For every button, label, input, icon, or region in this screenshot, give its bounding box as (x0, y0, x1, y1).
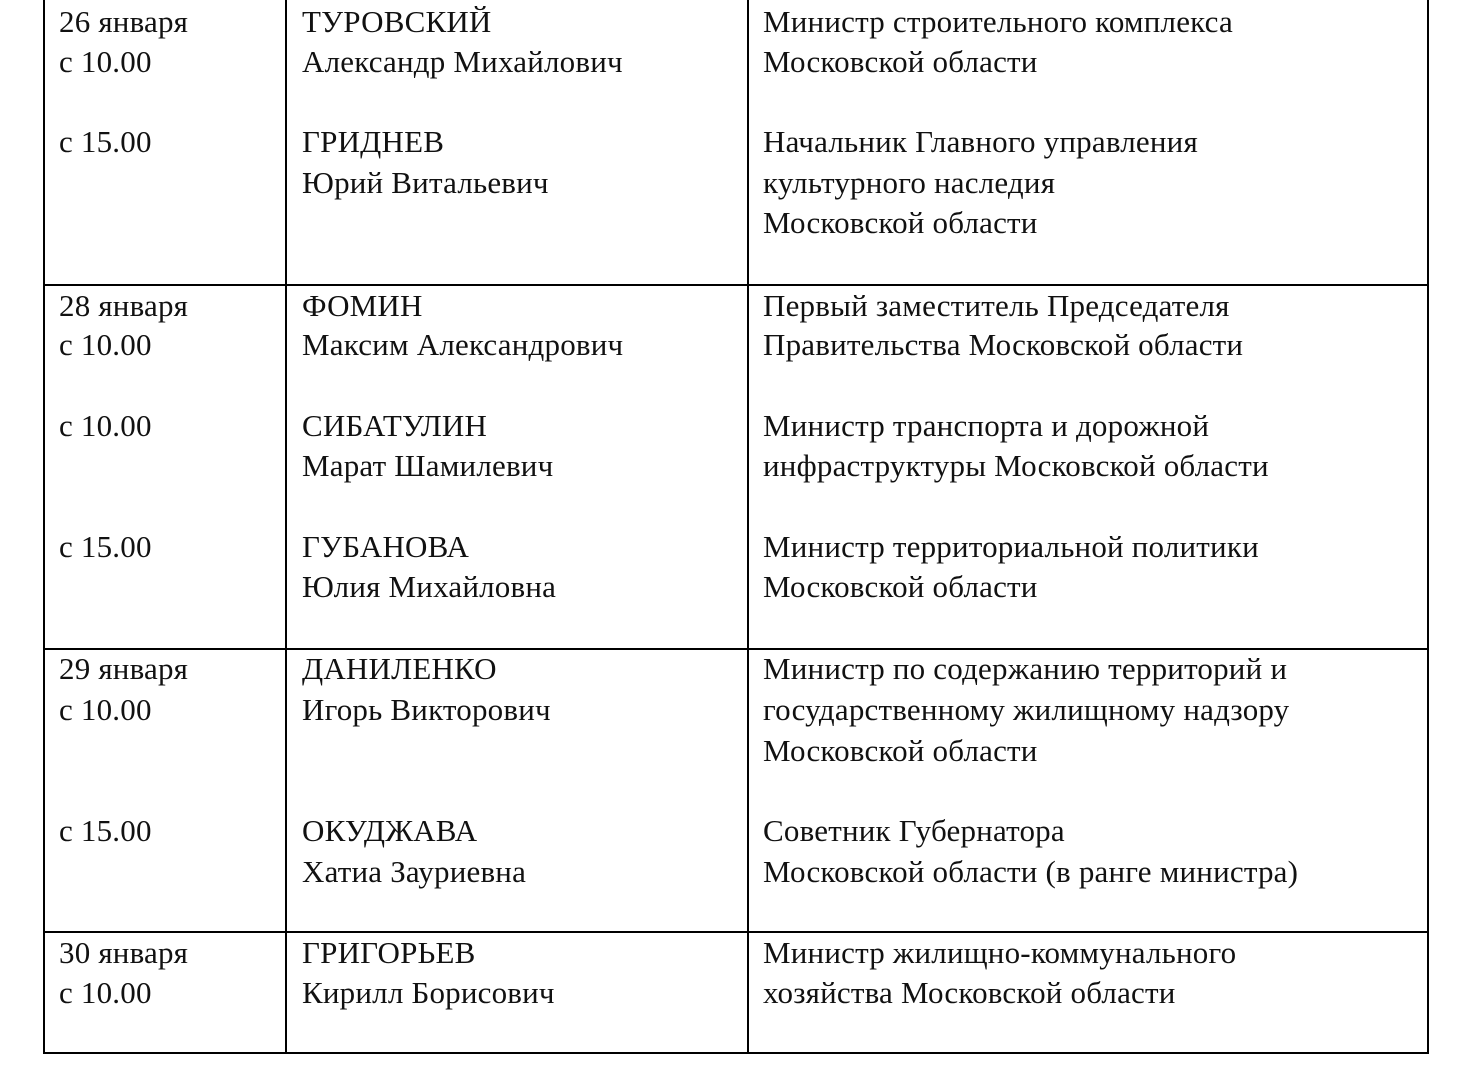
surname: ТУРОВСКИЙ (302, 4, 492, 39)
position-line: Советник Губернатора (763, 813, 1065, 848)
given-name: Хатиа Зауриевна (302, 854, 527, 889)
position-line: Московской области (в ранге министра) (763, 854, 1299, 889)
position-line: культурного наследия (763, 165, 1056, 200)
time-cell: с 10.00 (59, 692, 152, 727)
given-name: Максим Александрович (302, 327, 624, 362)
schedule-table (43, 0, 1429, 1054)
position-line: Первый заместитель Председателя (763, 288, 1230, 323)
position-line: Министр жилищно-коммунального (763, 935, 1237, 970)
surname: ГУБАНОВА (302, 529, 470, 564)
time-cell: с 15.00 (59, 813, 152, 848)
surname: СИБАТУЛИН (302, 408, 488, 443)
column-divider-2 (747, 0, 749, 1052)
time-cell: с 15.00 (59, 124, 152, 159)
given-name: Юлия Михайловна (302, 569, 557, 604)
given-name: Игорь Викторович (302, 692, 551, 727)
position-line: Министр транспорта и дорожной (763, 408, 1210, 443)
column-divider-1 (285, 0, 287, 1052)
date-cell: 26 января (59, 4, 189, 39)
given-name: Кирилл Борисович (302, 975, 555, 1010)
surname: ГРИГОРЬЕВ (302, 935, 476, 970)
position-line: государственному жилищному надзору (763, 692, 1290, 727)
date-cell: 28 января (59, 288, 189, 323)
time-cell: с 10.00 (59, 44, 152, 79)
date-cell: 30 января (59, 935, 189, 970)
given-name: Юрий Витальевич (302, 165, 549, 200)
position-line: Начальник Главного управления (763, 124, 1198, 159)
position-line: Московской области (763, 44, 1038, 79)
date-cell: 29 января (59, 651, 189, 686)
surname: ДАНИЛЕНКО (302, 651, 497, 686)
surname: ГРИДНЕВ (302, 124, 445, 159)
time-cell: с 10.00 (59, 408, 152, 443)
position-line: Московской области (763, 205, 1038, 240)
position-line: Министр строительного комплекса (763, 4, 1233, 39)
time-cell: с 10.00 (59, 327, 152, 362)
position-line: Московской области (763, 569, 1038, 604)
given-name: Александр Михайлович (302, 44, 623, 79)
surname: ФОМИН (302, 288, 423, 323)
position-line: хозяйства Московской области (763, 975, 1176, 1010)
surname: ОКУДЖАВА (302, 813, 478, 848)
position-line: Министр территориальной политики (763, 529, 1259, 564)
given-name: Марат Шамилевич (302, 448, 554, 483)
time-cell: с 15.00 (59, 529, 152, 564)
position-line: Московской области (763, 733, 1038, 768)
position-line: инфраструктуры Московской области (763, 448, 1269, 483)
position-line: Правительства Московской области (763, 327, 1244, 362)
time-cell: с 10.00 (59, 975, 152, 1010)
position-line: Министр по содержанию территорий и (763, 651, 1288, 686)
